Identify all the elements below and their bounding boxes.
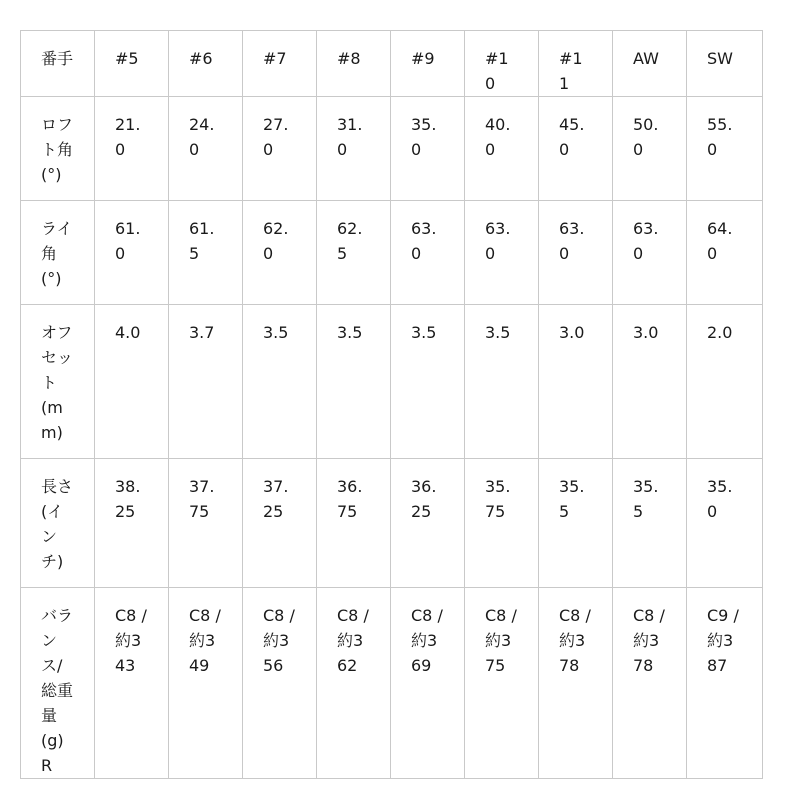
loft-value-cell: 21.0 <box>95 97 169 201</box>
loft-value-cell: 50.0 <box>613 97 687 201</box>
offset-value-cell: 3.0 <box>539 305 613 459</box>
loft-value-cell: 45.0 <box>539 97 613 201</box>
length-value-cell: 35.5 <box>613 459 687 588</box>
offset-row <box>21 305 763 459</box>
lie-value-cell: 62.5 <box>317 201 391 305</box>
length-row <box>21 459 763 588</box>
offset-value-cell: 3.5 <box>465 305 539 459</box>
weight-row <box>21 588 763 779</box>
weight-label-cell: バランス/総重量(g)R <box>21 588 95 779</box>
lie-value-cell: 63.0 <box>465 201 539 305</box>
header-club-cell: #7 <box>243 31 317 97</box>
loft-label-cell: ロフト角(°) <box>21 97 95 201</box>
weight-value-cell: C9 / 約387 <box>687 588 763 779</box>
lie-value-cell: 62.0 <box>243 201 317 305</box>
weight-value-cell: C8 / 約375 <box>465 588 539 779</box>
loft-value-cell: 55.0 <box>687 97 763 201</box>
header-label-cell: 番手 <box>21 31 95 97</box>
header-club-cell: #8 <box>317 31 391 97</box>
lie-value-cell: 63.0 <box>539 201 613 305</box>
weight-value-cell: C8 / 約356 <box>243 588 317 779</box>
header-row <box>21 31 763 97</box>
header-club-cell: AW <box>613 31 687 97</box>
offset-value-cell: 3.7 <box>169 305 243 459</box>
header-club-cell: #6 <box>169 31 243 97</box>
weight-value-cell: C8 / 約362 <box>317 588 391 779</box>
club-spec-table <box>20 30 763 779</box>
weight-value-cell: C8 / 約369 <box>391 588 465 779</box>
length-value-cell: 36.25 <box>391 459 465 588</box>
length-value-cell: 35.5 <box>539 459 613 588</box>
length-value-cell: 38.25 <box>95 459 169 588</box>
offset-value-cell: 3.5 <box>391 305 465 459</box>
header-club-cell: #11 <box>539 31 613 97</box>
length-value-cell: 35.0 <box>687 459 763 588</box>
loft-value-cell: 24.0 <box>169 97 243 201</box>
loft-row <box>21 97 763 201</box>
loft-value-cell: 31.0 <box>317 97 391 201</box>
loft-value-cell: 40.0 <box>465 97 539 201</box>
length-value-cell: 37.75 <box>169 459 243 588</box>
offset-value-cell: 3.0 <box>613 305 687 459</box>
lie-value-cell: 61.0 <box>95 201 169 305</box>
length-value-cell: 37.25 <box>243 459 317 588</box>
weight-value-cell: C8 / 約343 <box>95 588 169 779</box>
header-club-cell: #9 <box>391 31 465 97</box>
length-value-cell: 35.75 <box>465 459 539 588</box>
loft-value-cell: 35.0 <box>391 97 465 201</box>
weight-value-cell: C8 / 約378 <box>539 588 613 779</box>
loft-value-cell: 27.0 <box>243 97 317 201</box>
lie-label-cell: ライ角(°) <box>21 201 95 305</box>
lie-value-cell: 64.0 <box>687 201 763 305</box>
lie-row <box>21 201 763 305</box>
header-club-cell: SW <box>687 31 763 97</box>
offset-value-cell: 3.5 <box>243 305 317 459</box>
weight-value-cell: C8 / 約378 <box>613 588 687 779</box>
length-label-cell: 長さ(インチ) <box>21 459 95 588</box>
length-value-cell: 36.75 <box>317 459 391 588</box>
offset-value-cell: 4.0 <box>95 305 169 459</box>
header-club-cell: #5 <box>95 31 169 97</box>
offset-label-cell: オフセット(mm) <box>21 305 95 459</box>
offset-value-cell: 3.5 <box>317 305 391 459</box>
lie-value-cell: 63.0 <box>613 201 687 305</box>
lie-value-cell: 63.0 <box>391 201 465 305</box>
header-club-cell: #10 <box>465 31 539 97</box>
weight-value-cell: C8 / 約349 <box>169 588 243 779</box>
lie-value-cell: 61.5 <box>169 201 243 305</box>
offset-value-cell: 2.0 <box>687 305 763 459</box>
